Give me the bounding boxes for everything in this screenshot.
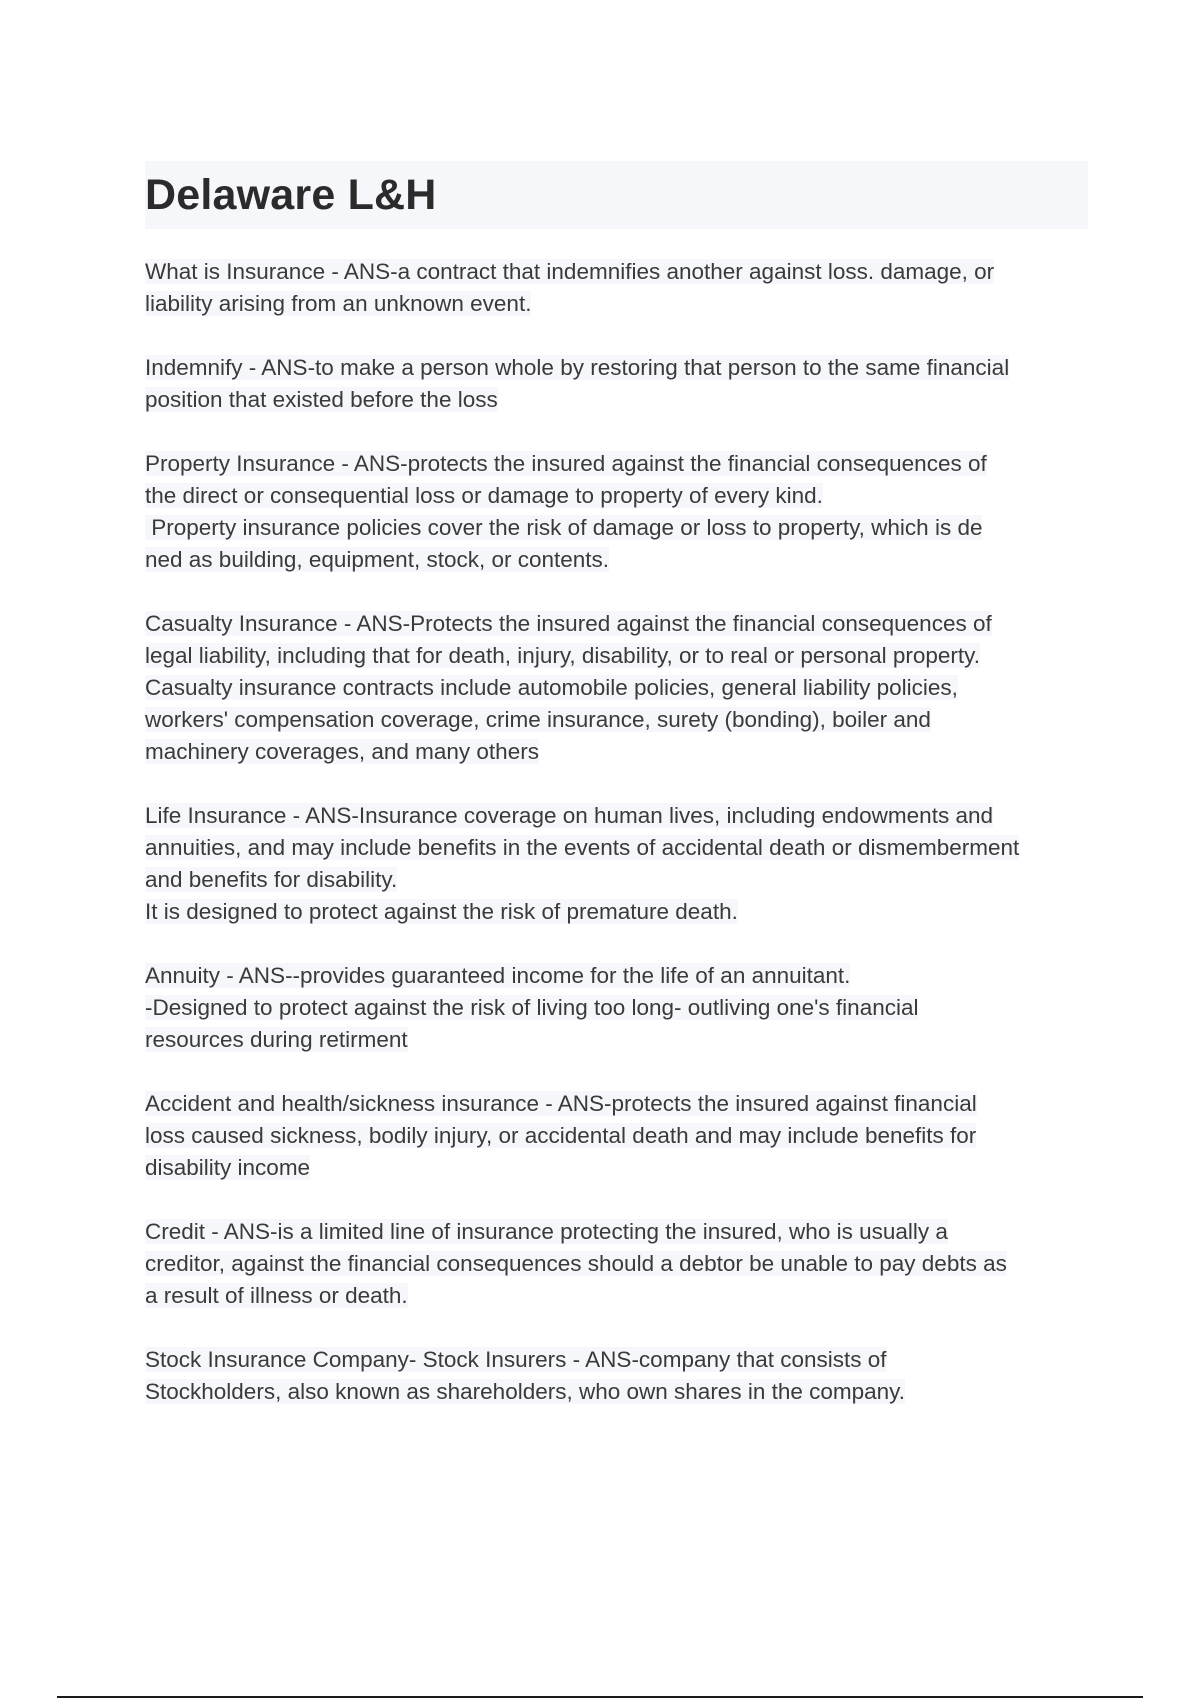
definition-line-text: position that existed before the loss (145, 387, 498, 412)
definition-line (145, 480, 1095, 512)
definition-line-text: annuities, and may include benefits in the events of accidental death or dismemberment (145, 835, 1020, 860)
definition-line (145, 512, 1095, 544)
footer-divider (57, 1696, 1143, 1698)
definition-line (145, 544, 1095, 576)
definition-line (145, 800, 1095, 832)
definition-line-text: ned as building, equipment, stock, or contents. (145, 547, 610, 572)
definition-line (145, 736, 1095, 768)
definition-line (145, 640, 1095, 672)
definition-entry (145, 608, 1095, 768)
definition-line (145, 288, 1095, 320)
definition-line-text: Stock Insurance Company- Stock Insurers - ANS-company that consists of (145, 1347, 887, 1372)
definition-line-text: a result of illness or death. (145, 1283, 408, 1308)
definition-line-text: Credit - ANS-is a limited line of insurance protecting the insured, who is usually a (145, 1219, 948, 1244)
definition-line (145, 672, 1095, 704)
definition-entry (145, 448, 1095, 576)
definition-line-text: Life Insurance - ANS-Insurance coverage on human lives, including endowments and (145, 803, 993, 828)
definition-line (145, 1280, 1095, 1312)
definition-line-text: Stockholders, also known as shareholders, who own shares in the company. (145, 1379, 905, 1404)
definition-line (145, 1088, 1095, 1120)
definition-line (145, 1248, 1095, 1280)
definition-line-text: and benefits for disability. (145, 867, 398, 892)
definition-entry (145, 352, 1095, 416)
definition-line (145, 864, 1095, 896)
definition-line-text: machinery coverages, and many others (145, 739, 539, 764)
definition-line-text: creditor, against the financial consequences should a debtor be unable to pay debts as (145, 1251, 1007, 1276)
definition-line-text: Property insurance policies cover the risk of damage or loss to property, which is de (145, 515, 983, 540)
definition-line (145, 384, 1095, 416)
definition-line (145, 1024, 1095, 1056)
definition-line (145, 1120, 1095, 1152)
definition-entry (145, 1088, 1095, 1184)
definition-line-text: What is Insurance - ANS-a contract that indemnifies another against loss. damage, or (145, 259, 995, 284)
definition-line-text: Casualty insurance contracts include automobile policies, general liability policies, (145, 675, 958, 700)
definition-line-text: loss caused sickness, bodily injury, or accidental death and may include benefits for (145, 1123, 977, 1148)
definition-line (145, 608, 1095, 640)
definition-line (145, 352, 1095, 384)
definition-line (145, 1216, 1095, 1248)
definition-line-text: It is designed to protect against the risk of premature death. (145, 899, 738, 924)
definition-line (145, 1152, 1095, 1184)
definition-entry (145, 960, 1095, 1056)
definition-line-text: disability income (145, 1155, 311, 1180)
definition-entry (145, 800, 1095, 928)
definition-line (145, 704, 1095, 736)
definition-line-text: liability arising from an unknown event. (145, 291, 532, 316)
definition-line (145, 448, 1095, 480)
definition-line-text: the direct or consequential loss or damage to property of every kind. (145, 483, 823, 508)
definition-line-text: workers' compensation coverage, crime insurance, surety (bonding), boiler and (145, 707, 931, 732)
definition-line (145, 992, 1095, 1024)
definition-entry (145, 256, 1095, 320)
definition-line-text: Accident and health/sickness insurance - ANS-protects the insured against financial (145, 1091, 977, 1116)
definition-entry (145, 1344, 1095, 1408)
definition-line-text: -Designed to protect against the risk of living too long- outliving one's financial (145, 995, 919, 1020)
definition-entry (145, 1216, 1095, 1312)
definition-line-text: Property Insurance - ANS-protects the insured against the financial consequences of (145, 451, 987, 476)
title-banner (145, 161, 1088, 229)
definition-line (145, 256, 1095, 288)
definition-line-text: Annuity - ANS--provides guaranteed income for the life of an annuitant. (145, 963, 851, 988)
definition-line (145, 1344, 1095, 1376)
definition-line-text: Indemnify - ANS-to make a person whole by restoring that person to the same financial (145, 355, 1010, 380)
definition-line (145, 832, 1095, 864)
definition-line-text: legal liability, including that for death, injury, disability, or to real or personal property. (145, 643, 981, 668)
page-title: Delaware L&H (145, 171, 437, 219)
definition-line (145, 960, 1095, 992)
document-body (145, 256, 1095, 1440)
definition-line-text: resources during retirment (145, 1027, 408, 1052)
definition-line-text: Casualty Insurance - ANS-Protects the insured against the financial consequences of (145, 611, 992, 636)
definition-line (145, 1376, 1095, 1408)
definition-line (145, 896, 1095, 928)
